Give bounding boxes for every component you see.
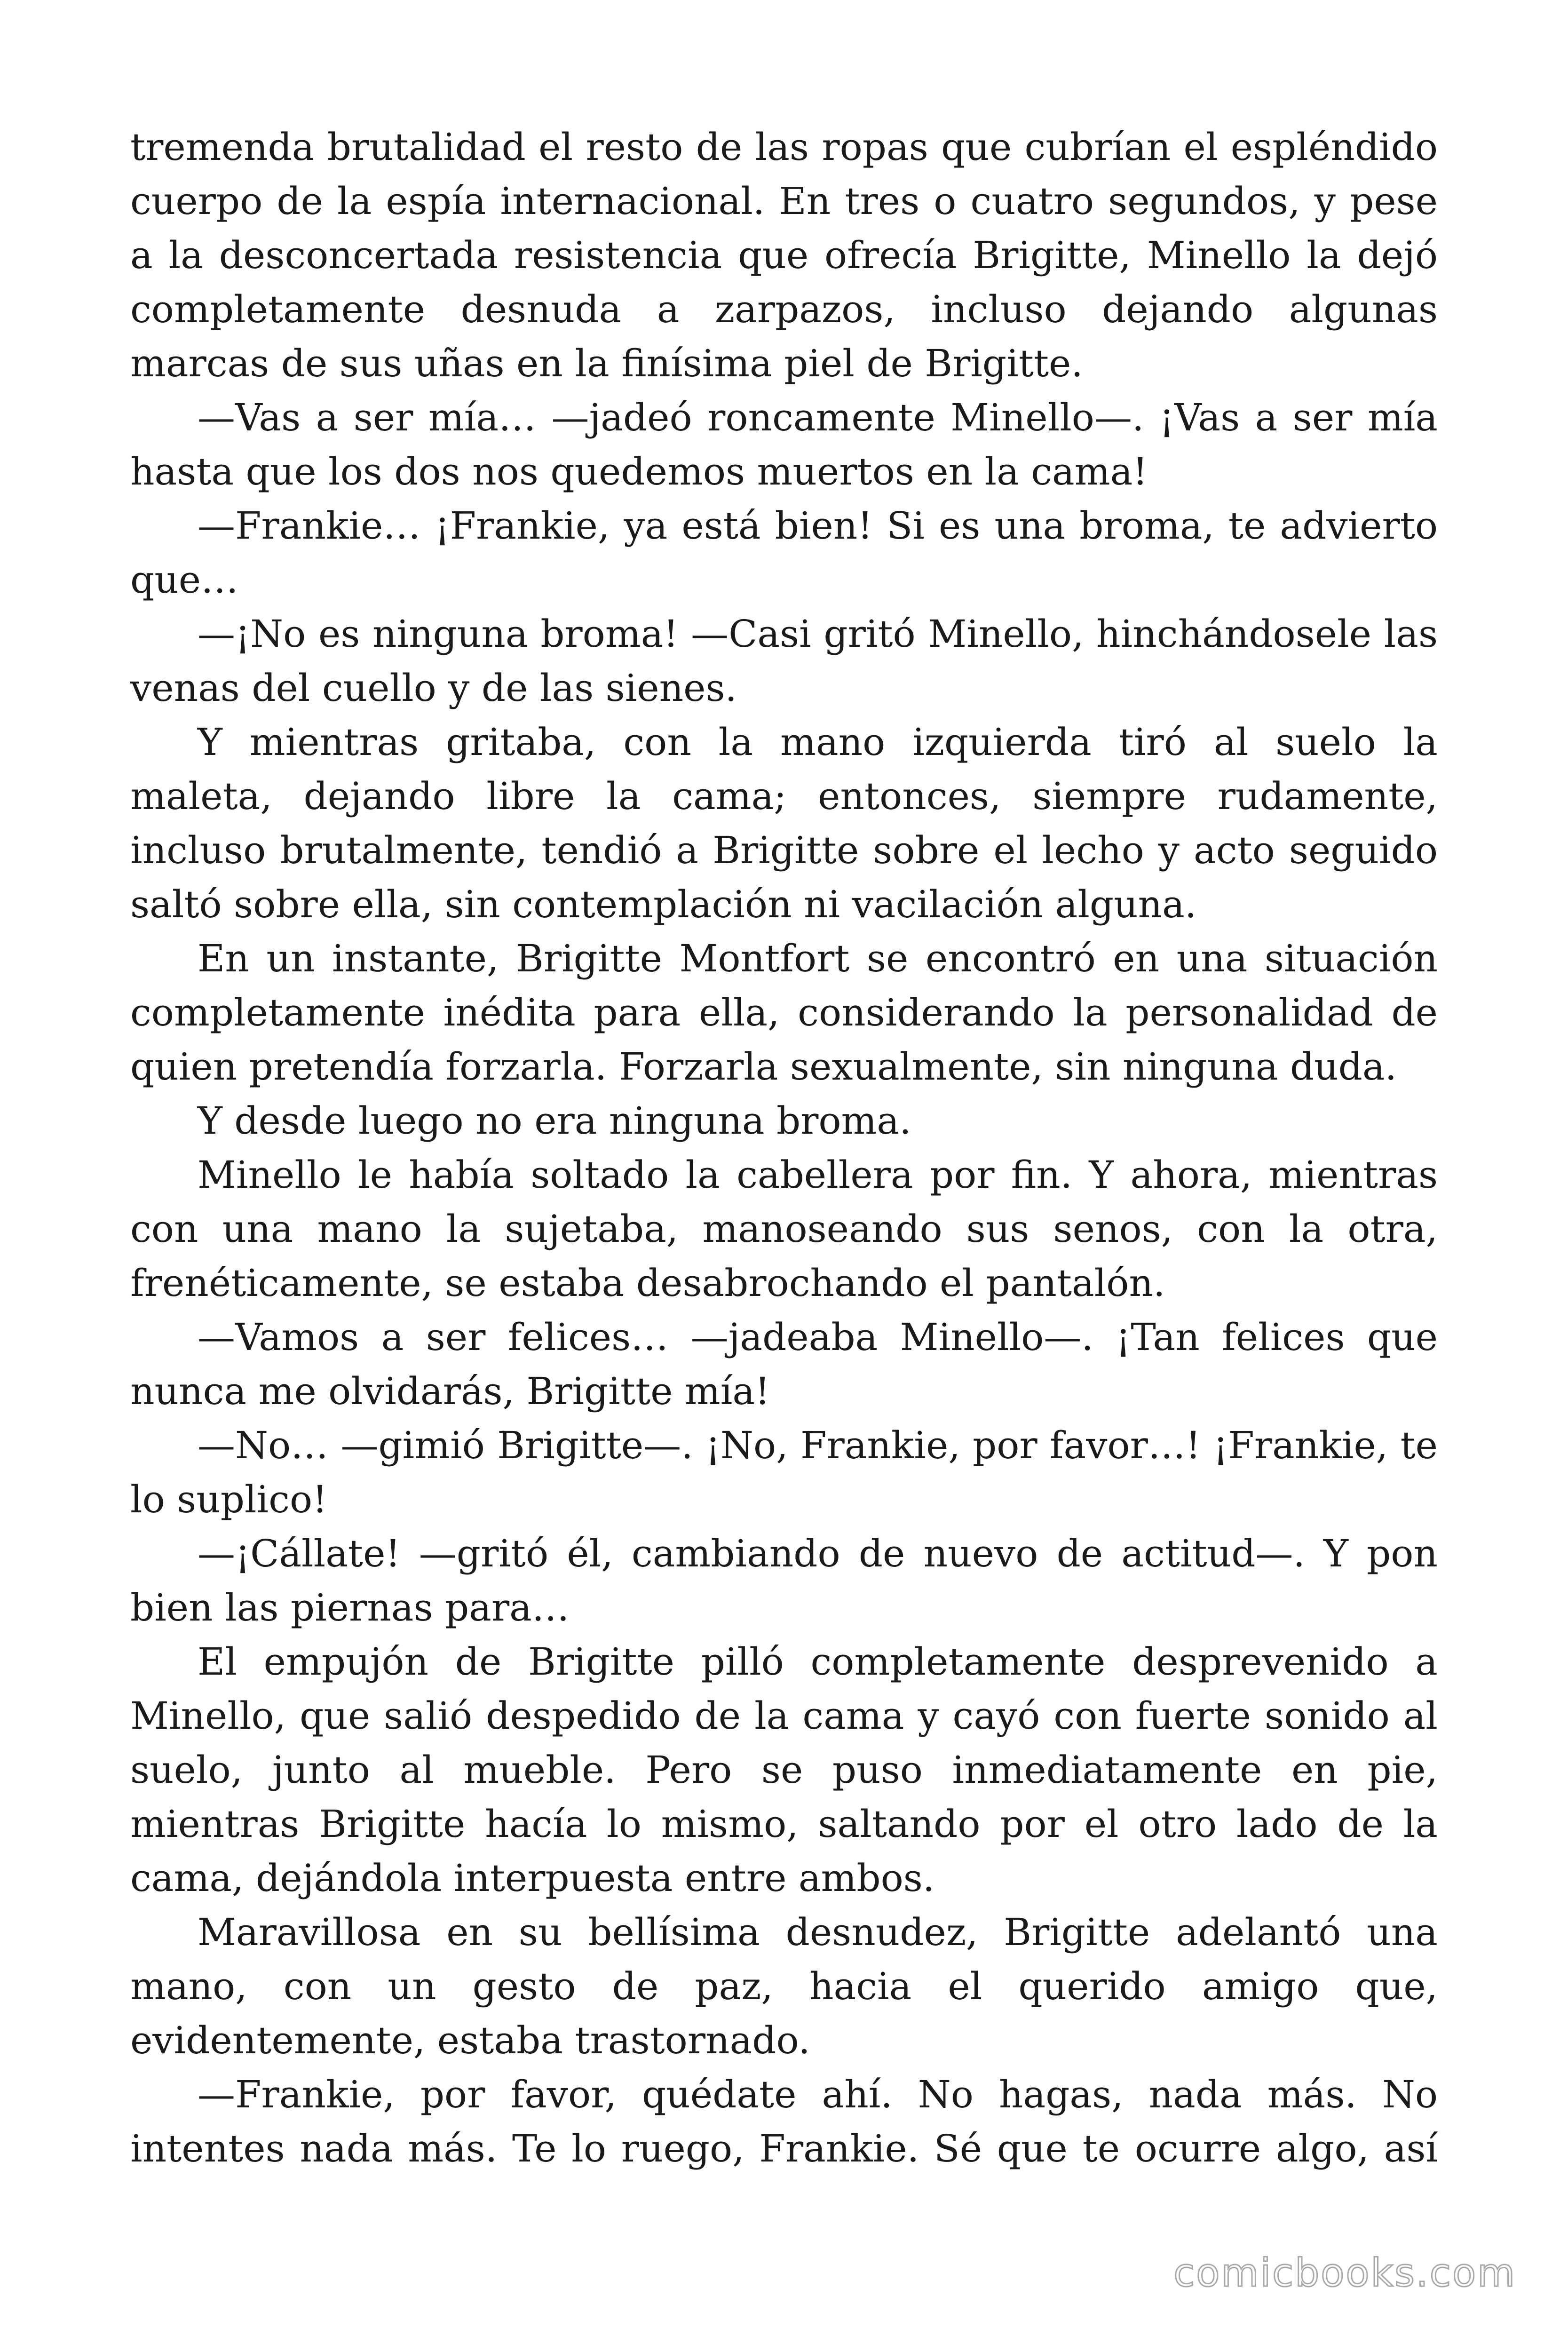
site-watermark: comicbooks.com: [1173, 2251, 1516, 2296]
paragraph-12: El empujón de Brigitte pilló completamente desprevenido a Minello, que salió despedido de la cama y cayó con fuerte sonido al suelo, junto al mueble. Pero se puso inmediatamente en pie, mientras Brigitte hacía lo mismo, saltando por el otro lado de la cama, dejándola interpuesta entre ambos.: [130, 1640, 1438, 1900]
paragraph-4: —¡No es ninguna broma! —Casi gritó Minello, hinchándosele las venas del cuello y de las sienes.: [130, 612, 1438, 710]
paragraph-2: —Vas a ser mía… —jadeó roncamente Minello—. ¡Vas a ser mía hasta que los dos nos quedemos muertos en la cama!: [130, 396, 1438, 493]
paragraph-14: —Frankie, por favor, quédate ahí. No hagas, nada más. No intentes nada más. Te lo ruego, Frankie. Sé que te ocurre algo, así: [130, 2073, 1438, 2170]
paragraph-9: —Vamos a ser felices… —jadeaba Minello—. ¡Tan felices que nunca me olvidarás, Brigitte mía!: [130, 1315, 1438, 1413]
paragraph-10: —No… —gimió Brigitte—. ¡No, Frankie, por favor…! ¡Frankie, te lo suplico!: [130, 1423, 1438, 1521]
paragraph-11: —¡Cállate! —gritó él, cambiando de nuevo de actitud—. Y pon bien las piernas para…: [130, 1532, 1438, 1629]
paragraph-1: tremenda brutalidad el resto de las ropas que cubrían el espléndido cuerpo de la espía internacional. En tres o cuatro segundos, y pese a la desconcertada resistencia que ofrecía Brigitte, Minello la dejó completamente desnuda a zarpazos, incluso dejando algunas marcas de sus uñas en la finísima piel de Brigitte.: [130, 125, 1438, 385]
paragraph-5: Y mientras gritaba, con la mano izquierda tiró al suelo la maleta, dejando libre la cama; entonces, siempre rudamente, incluso brutalmente, tendió a Brigitte sobre el lecho y acto seguido saltó sobre ella, sin contemplación ni vacilación alguna.: [130, 720, 1438, 926]
body-text: [130, 120, 1438, 2176]
paragraph-13: Maravillosa en su bellísima desnudez, Brigitte adelantó una mano, con un gesto de paz, hacia el querido amigo que, evidentemente, estaba trastornado.: [130, 1910, 1438, 2062]
paragraph-7: Y desde luego no era ninguna broma.: [198, 1099, 911, 1143]
paragraph-6: En un instante, Brigitte Montfort se encontró en una situación completamente inédita para ella, considerando la personalidad de quien pretendía forzarla. Forzarla sexualmente, sin ninguna duda.: [130, 937, 1438, 1089]
paragraph-3: —Frankie… ¡Frankie, ya está bien! Si es una broma, te advierto que…: [130, 504, 1438, 602]
paragraph-8: Minello le había soltado la cabellera por fin. Y ahora, mientras con una mano la sujetaba, manoseando sus senos, con la otra, frenéticamente, se estaba desabrochando el pantalón.: [130, 1153, 1438, 1305]
